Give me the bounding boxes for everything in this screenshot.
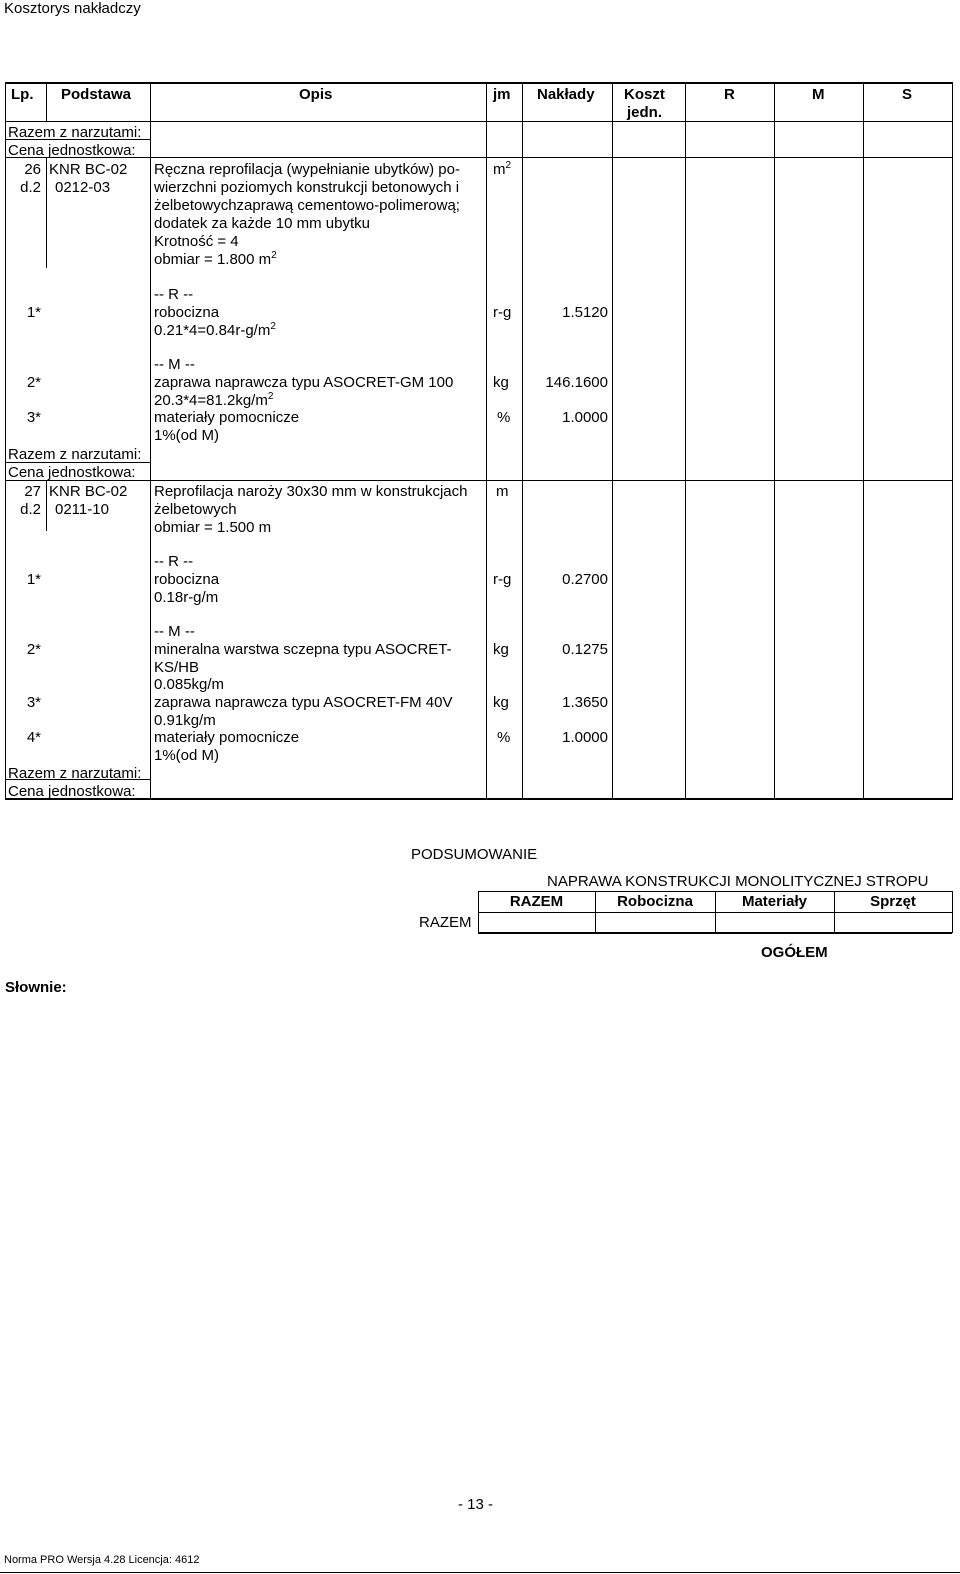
summary-col-razem: RAZEM	[509, 893, 564, 910]
pos26-m3-jm: %	[497, 409, 511, 426]
pos27-lp-d: d.2	[20, 501, 41, 518]
pos26-opis-line: Krotność = 4	[154, 233, 239, 250]
pos27-podstawa: KNR BC-02	[49, 483, 128, 500]
pos27-podstawa-code: 0211-10	[55, 501, 109, 518]
pos27-m4-jm: %	[497, 729, 511, 746]
pos26-m3-value: 1.0000	[562, 409, 608, 426]
pos27-m2-name: mineralna warstwa sczepna typu ASOCRET-	[154, 641, 452, 658]
page-number: - 13 -	[458, 1496, 494, 1513]
pos26-r1-name: robocizna	[154, 304, 220, 321]
pos27-obmiar: obmiar = 1.500 m	[154, 519, 272, 536]
pos26-opis-line: dodatek za każde 10 mm ubytku	[154, 215, 370, 232]
pos27-m3-lp: 3*	[26, 694, 41, 711]
pos27-m-section: -- M --	[154, 623, 195, 640]
footer-license: Norma PRO Wersja 4.28 Licencja: 4612	[4, 1554, 200, 1566]
slownie-label: Słownie:	[5, 979, 67, 996]
pos26-lp: 26	[24, 161, 41, 178]
pos26-m2-lp: 2*	[26, 374, 41, 391]
header-jm: jm	[493, 86, 511, 103]
pos27-m3-jm: kg	[493, 694, 509, 711]
summary-row-label: RAZEM	[419, 914, 472, 931]
header-m: M	[812, 86, 825, 103]
pos27-r1-name: robocizna	[154, 571, 220, 588]
summary-col-sprzet: Sprzęt	[870, 893, 916, 910]
pos27-jm: m	[496, 483, 509, 500]
pos27-opis-line: Reprofilacja naroży 30x30 mm w konstrukcjach	[154, 483, 468, 500]
pos26-m3-name: materiały pomocnicze	[154, 409, 300, 426]
pos27-m4-name: materiały pomocnicze	[154, 729, 300, 746]
header-opis: Opis	[299, 86, 333, 103]
pos26-obmiar: obmiar = 1.800 $m^2$	[154, 250, 277, 268]
summary-subtitle: NAPRAWA KONSTRUKCJI MONOLITYCZNEJ STROPU	[547, 873, 929, 890]
pos27-r1-value: 0.2700	[562, 571, 608, 588]
pos27-r-section: -- R --	[154, 553, 194, 570]
header-r: R	[724, 86, 735, 103]
pos27-m3-value: 1.3650	[562, 694, 608, 711]
pos26-m3-lp: 3*	[26, 409, 41, 426]
summary-title: PODSUMOWANIE	[411, 846, 538, 863]
pos26-r1-value: 1.5120	[562, 304, 608, 321]
pos27-r1-jm: r-g	[493, 571, 512, 588]
pos26-podstawa: KNR BC-02	[49, 161, 128, 178]
cena-jednostkowa-label: Cena jednostkowa:	[8, 783, 136, 800]
pos26-opis-line: żelbetowychzaprawą cementowo-polimerową;	[154, 197, 460, 214]
pos26-r1-formula: $0.21*4=0.84r-g/m^2$	[154, 321, 276, 339]
pos26-m2-name: zaprawa naprawcza typu ASOCRET-GM 100	[154, 374, 454, 391]
razem-z-narzutami-label: Razem z narzutami:	[8, 124, 142, 141]
pos26-m-section: -- M --	[154, 356, 195, 373]
pos26-r-section: -- R --	[154, 286, 194, 303]
razem-z-narzutami-label: Razem z narzutami:	[8, 446, 142, 463]
summary-col-robocizna: Robocizna	[617, 893, 693, 910]
pos27-m2-jm: kg	[493, 641, 509, 658]
pos26-lp-d: d.2	[20, 179, 41, 196]
pos27-r1-lp: 1*	[26, 571, 41, 588]
header-koszt: Koszt	[624, 86, 665, 103]
pos27-m4-lp: 4*	[26, 729, 41, 746]
header-lp: Lp.	[11, 86, 34, 103]
pos27-m3-name: zaprawa naprawcza typu ASOCRET-FM 40V	[154, 694, 453, 711]
pos26-m3-formula: 1%(od M)	[154, 427, 220, 444]
razem-z-narzutami-label: Razem z narzutami:	[8, 765, 142, 782]
pos26-podstawa-code: 0212-03	[55, 179, 111, 196]
summary-col-materialy: Materiały	[741, 893, 808, 910]
pos26-m2-formula: $20.3*4=81.2kg/m^2$	[154, 391, 274, 409]
pos27-opis-line: żelbetowych	[154, 501, 237, 518]
pos27-m3-formula: 0.91kg/m	[154, 712, 216, 729]
pos27-m2-formula: 0.085kg/m	[154, 676, 225, 693]
pos26-r1-jm: r-g	[493, 304, 512, 321]
cena-jednostkowa-label: Cena jednostkowa:	[8, 142, 136, 159]
pos27-m2-name-cont: KS/HB	[154, 659, 200, 676]
page-title: Kosztorys nakładczy	[4, 0, 141, 17]
header-podstawa: Podstawa	[61, 86, 132, 103]
pos27-r1-formula: 0.18r-g/m	[154, 589, 219, 606]
pos26-m2-value: 146.1600	[545, 374, 608, 391]
pos26-m2-jm: kg	[493, 374, 509, 391]
pos27-lp: 27	[24, 483, 41, 500]
cena-jednostkowa-label: Cena jednostkowa:	[8, 464, 136, 481]
pos27-m2-lp: 2*	[26, 641, 41, 658]
header-koszt-jedn: jedn.	[627, 104, 663, 121]
pos26-r1-lp: 1*	[26, 304, 41, 321]
header-naklady: Nakłady	[537, 86, 595, 103]
header-s: S	[902, 86, 913, 103]
pos26-opis-line: Ręczna reprofilacja (wypełnianie ubytków) po-	[154, 161, 460, 178]
pos27-m2-value: 0.1275	[562, 641, 608, 658]
summary-ogolem: OGÓŁEM	[761, 944, 828, 961]
pos26-jm: $m^2$	[493, 160, 512, 178]
pos27-m4-value: 1.0000	[562, 729, 608, 746]
pos26-opis-line: wierzchni poziomych konstrukcji betonowych i	[154, 179, 460, 196]
pos27-m4-formula: 1%(od M)	[154, 747, 220, 764]
